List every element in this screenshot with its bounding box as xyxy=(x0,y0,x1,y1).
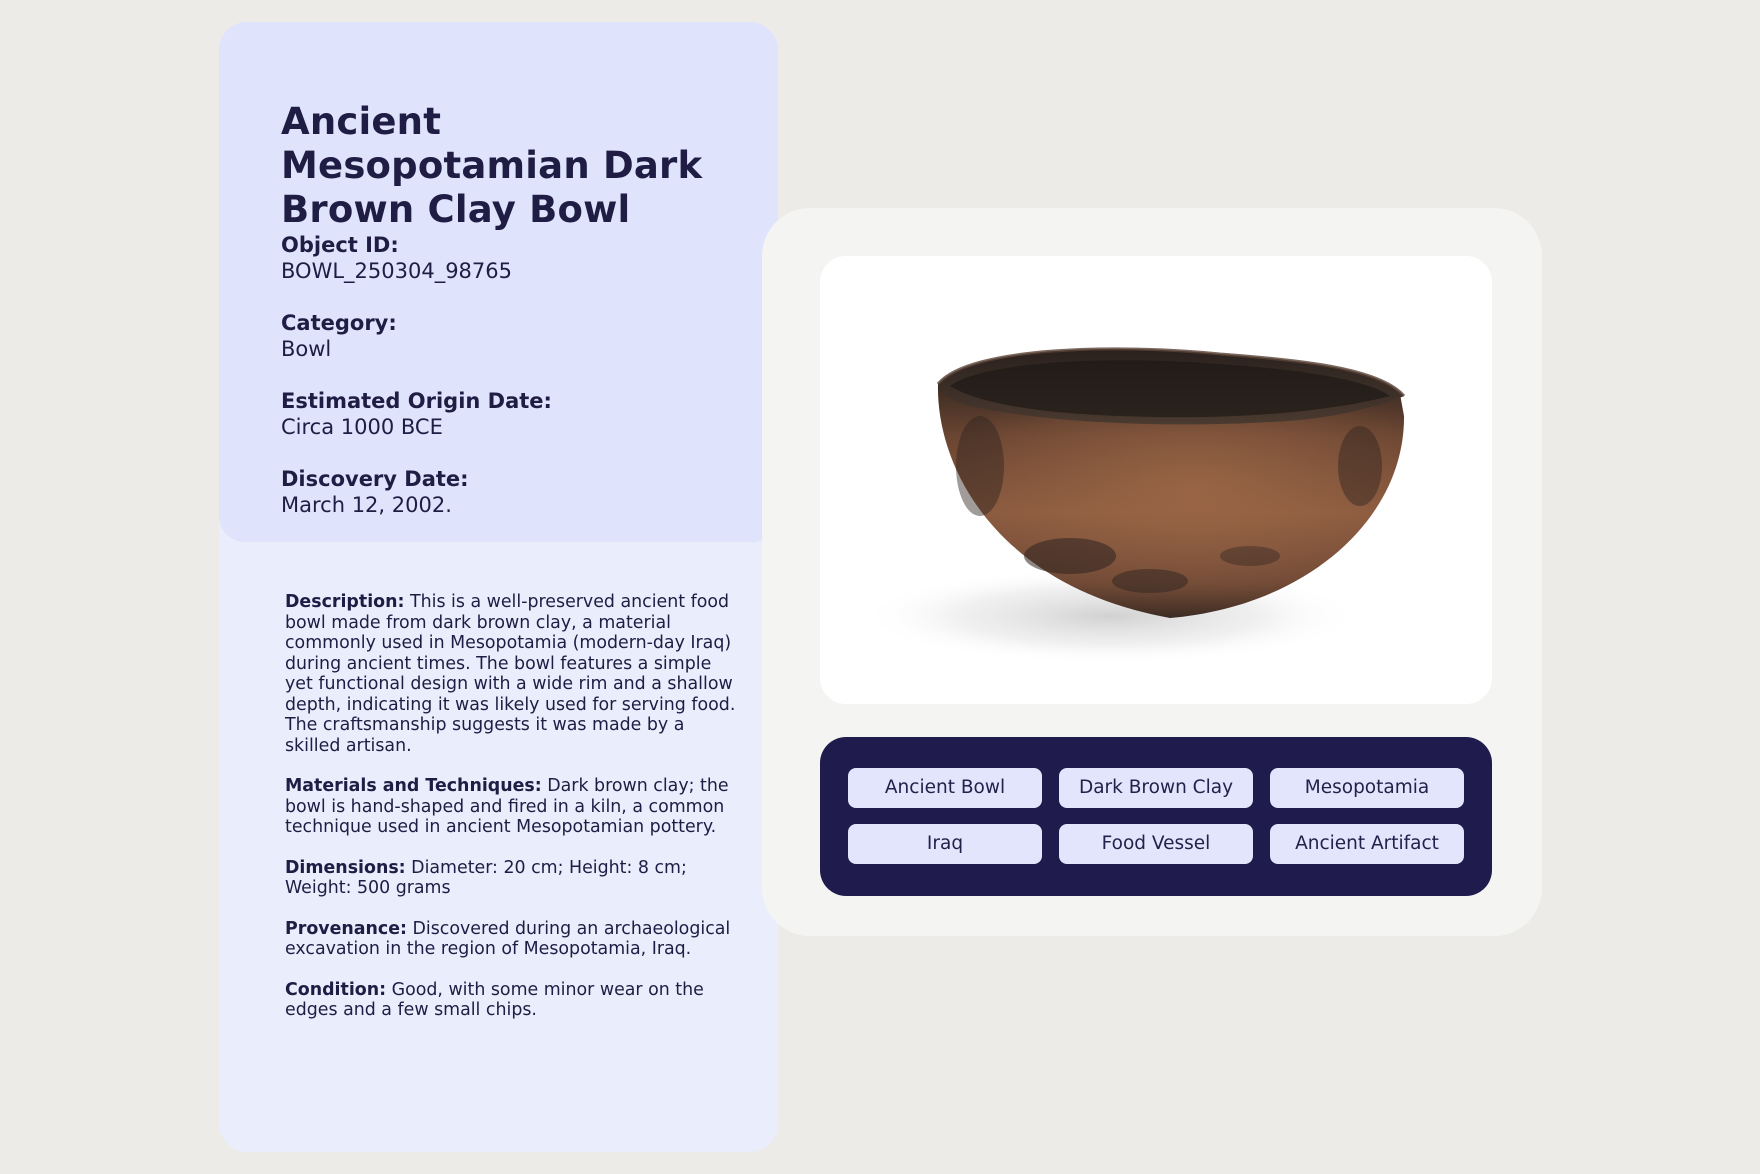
tag-ancient-bowl[interactable]: Ancient Bowl xyxy=(848,768,1042,808)
artifact-info-card xyxy=(219,22,778,1152)
dimensions-label: Dimensions: xyxy=(285,857,406,878)
tag-dark-brown-clay[interactable]: Dark Brown Clay xyxy=(1059,768,1253,808)
materials-paragraph xyxy=(285,776,741,838)
clay-bowl-image xyxy=(820,256,1492,704)
tags-panel xyxy=(820,737,1492,896)
condition-label: Condition: xyxy=(285,979,387,1000)
description-text: This is a well-preserved ancient food bowl made from dark brown clay, a material commonly used in Mesopotamia (modern-day Iraq) during ancient times. The bowl features a simple yet functional design with a wide rim and a shallow depth, indicating it was likely used for serving food. The craftsmanship suggests it was made by a skilled artisan. xyxy=(285,592,736,756)
artifact-title: Ancient Mesopotamian Dark Brown Clay Bowl xyxy=(281,100,703,231)
origin-date-value: Circa 1000 BCE xyxy=(281,415,443,439)
description-label: Description: xyxy=(285,592,405,612)
description-paragraph xyxy=(285,592,741,756)
provenance-label: Provenance: xyxy=(285,918,407,939)
artifact-image-frame xyxy=(820,256,1492,704)
category-value: Bowl xyxy=(281,337,332,361)
origin-date-field xyxy=(281,388,741,440)
tag-mesopotamia[interactable]: Mesopotamia xyxy=(1270,768,1464,808)
tag-food-vessel[interactable]: Food Vessel xyxy=(1059,824,1253,864)
origin-date-label: Estimated Origin Date: xyxy=(281,389,552,413)
dimensions-paragraph xyxy=(285,858,741,899)
object-id-label: Object ID: xyxy=(281,233,399,257)
condition-paragraph xyxy=(285,980,741,1021)
condition-text: Good, with some minor wear on the edges and a few small chips. xyxy=(285,979,704,1020)
tag-iraq[interactable]: Iraq xyxy=(848,824,1042,864)
materials-label: Materials and Techniques: xyxy=(285,776,542,796)
tag-ancient-artifact[interactable]: Ancient Artifact xyxy=(1270,824,1464,864)
discovery-date-value: March 12, 2002. xyxy=(281,493,452,517)
artifact-details xyxy=(285,592,741,1041)
object-id-value: BOWL_250304_98765 xyxy=(281,259,512,283)
materials-text: Dark brown clay; the bowl is hand-shaped and fired in a kiln, a common technique used in ancient Mesopotamian pottery. xyxy=(285,776,729,837)
discovery-date-label: Discovery Date: xyxy=(281,467,469,491)
provenance-text: Discovered during an archaeological excavation in the region of Mesopotamia, Iraq. xyxy=(285,918,731,959)
discovery-date-field xyxy=(281,466,741,518)
object-id-field xyxy=(281,232,741,284)
provenance-paragraph xyxy=(285,919,741,960)
category-field xyxy=(281,310,741,362)
dimensions-text: Diameter: 20 cm; Height: 8 cm; Weight: 500 grams xyxy=(285,857,687,898)
category-label: Category: xyxy=(281,311,397,335)
